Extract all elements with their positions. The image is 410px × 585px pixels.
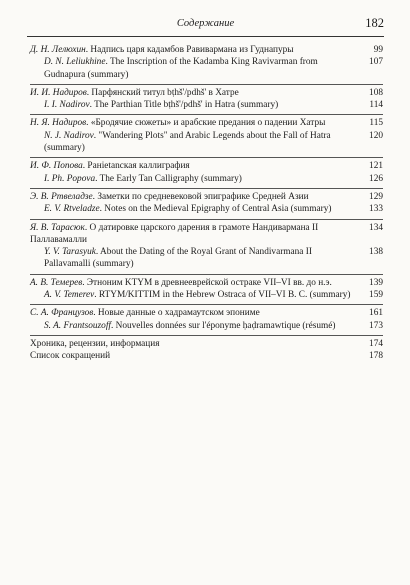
toc-page-number: 120 [369,130,383,141]
toc-entry [30,305,383,336]
toc-entry [30,42,383,85]
article-title: . Надпись царя кадамбов Равивармана из Гуднапуры [85,45,294,55]
author-name: Д. Н. Лелюхин [30,45,86,55]
toc-line-text [30,320,361,332]
article-title: . The Inscription of the Kadamba King Ravivarman from Gudnapura (summary) [44,57,318,80]
toc-page-number: 173 [369,320,383,331]
toc-page-number: 134 [369,222,383,233]
toc-line-russian[interactable] [30,87,383,99]
page-number: 182 [365,16,384,30]
author-name: А. В. Темерев [30,277,83,288]
article-title: . Парфянский титул bṭhš'/pdhš' в Хатре [86,87,239,98]
toc-line-text [30,173,361,185]
article-title: . Новые данные о хадрамаутском эпониме [93,308,260,319]
toc-line-russian[interactable] [30,307,383,319]
toc-line-russian[interactable] [30,191,383,203]
toc-page-number: 121 [369,161,383,172]
toc-entry [30,220,383,275]
toc-page-number: 138 [369,247,383,258]
toc-entry [30,275,383,306]
author-name: D. N. Leliukhine [44,57,106,68]
toc-page-number: 159 [369,290,383,301]
article-title: . The Parthian Title bṭhš'/pdhš' in Hatra (summary) [89,100,279,111]
toc-line-text [30,222,361,247]
toc-page-number: 126 [369,173,383,184]
toc-line-text [30,289,361,301]
toc-line-english[interactable] [30,56,383,81]
author-name: С. А. Французов [30,308,94,319]
toc-line-text [30,56,361,81]
toc-line-english[interactable] [30,246,383,271]
toc-line-english[interactable] [30,203,383,215]
toc-line-text [30,277,361,289]
toc-line-text [30,246,361,271]
article-title: . «Бродячие сюжеты» и арабские предания о падении Хатры [86,118,326,129]
toc-page-number: 114 [369,100,383,111]
article-title: . О датировке царского дарения в грамоте Нандивармана II Паллавамалли [30,222,319,245]
toc-line-text [30,99,361,111]
article-title: . Этноним KTYM в древнееврейской остраке VII–VI вв. до н.э. [82,277,332,288]
toc-page-number: 133 [369,204,383,215]
toc-page-number: 139 [369,277,383,288]
toc-page-number: 129 [369,191,383,202]
toc-line-extra[interactable] [30,338,383,350]
header-title: Содержание [176,18,235,29]
author-name: E. V. Rtveladze [44,204,100,215]
article-title: . The Early Tan Calligraphy (summary) [95,173,242,184]
toc-line-english[interactable] [30,289,383,301]
toc-line-russian[interactable] [30,44,383,56]
article-title: . Notes on the Medieval Epigraphy of Central Asia (summary) [99,204,332,215]
article-title: . RTYM/KITTIM in the Hebrew Ostraca of VII–VI B. C. (summary) [94,290,351,301]
author-name: Y. V. Tarasyuk [44,247,96,258]
section-title: Хроника, рецензии, информация [30,338,160,349]
article-title: . Nouvelles données sur l'éponyme ḥaḍramawtique (résumé) [110,320,336,331]
author-name: I. I. Nadirov [44,100,90,111]
toc-line-english[interactable] [30,320,383,332]
toc-line-russian[interactable] [30,117,383,129]
toc-line-text [30,160,361,172]
toc-entry [30,85,383,116]
toc-line-extra[interactable] [30,350,383,362]
author-name: И. Ф. Попова [30,161,83,172]
toc-line-russian[interactable] [30,160,383,172]
toc-line-text [30,117,361,129]
toc-line-text [30,191,361,203]
article-title: . About the Dating of the Royal Grant of Nandivarmana II Pallavamalli (summary) [44,247,312,270]
toc-extras [30,338,383,363]
toc-page-number: 174 [369,338,383,349]
toc-line-russian[interactable] [30,222,383,247]
toc-page-number: 115 [369,118,383,129]
author-name: Э. В. Ртвеладзе [30,191,93,202]
author-name: A. V. Temerev [44,290,95,301]
toc-line-english[interactable] [30,130,383,155]
toc-page-number: 178 [369,351,383,362]
toc-page-number: 161 [369,308,383,319]
toc-line-text [30,87,361,99]
toc-line-english[interactable] [30,99,383,111]
article-title: . Ранietanская каллиграфия [82,161,190,172]
toc-line-russian[interactable] [30,277,383,289]
toc-line-text [30,203,361,215]
toc-line-english[interactable] [30,173,383,185]
toc-line-text [30,130,361,155]
toc-entry [30,189,383,220]
author-name: Я. В. Тарасюк [30,222,85,233]
author-name: I. Ph. Popova [44,173,96,184]
toc-page-number: 107 [369,57,383,68]
toc-line-text [30,307,361,319]
article-title: . Заметки по средневековой эпиграфике Средней Азии [92,191,309,202]
author-name: N. J. Nadirov [44,130,94,141]
author-name: Н. Я. Надиров [30,118,87,129]
toc-entry [30,158,383,189]
section-title: Список сокращений [30,351,111,362]
table-of-contents [30,42,383,363]
toc-line-text [30,44,361,56]
toc-page-number: 108 [369,87,383,98]
toc-entry [30,115,383,158]
running-header [27,14,384,37]
author-name: И. И. Надиров [30,87,87,98]
author-name: S. A. Frantsouzoff [44,320,111,331]
article-title: . "Wandering Plots" and Arabic Legends about the Fall of Hatra (summary) [44,130,331,154]
toc-page-number: 99 [373,45,383,55]
